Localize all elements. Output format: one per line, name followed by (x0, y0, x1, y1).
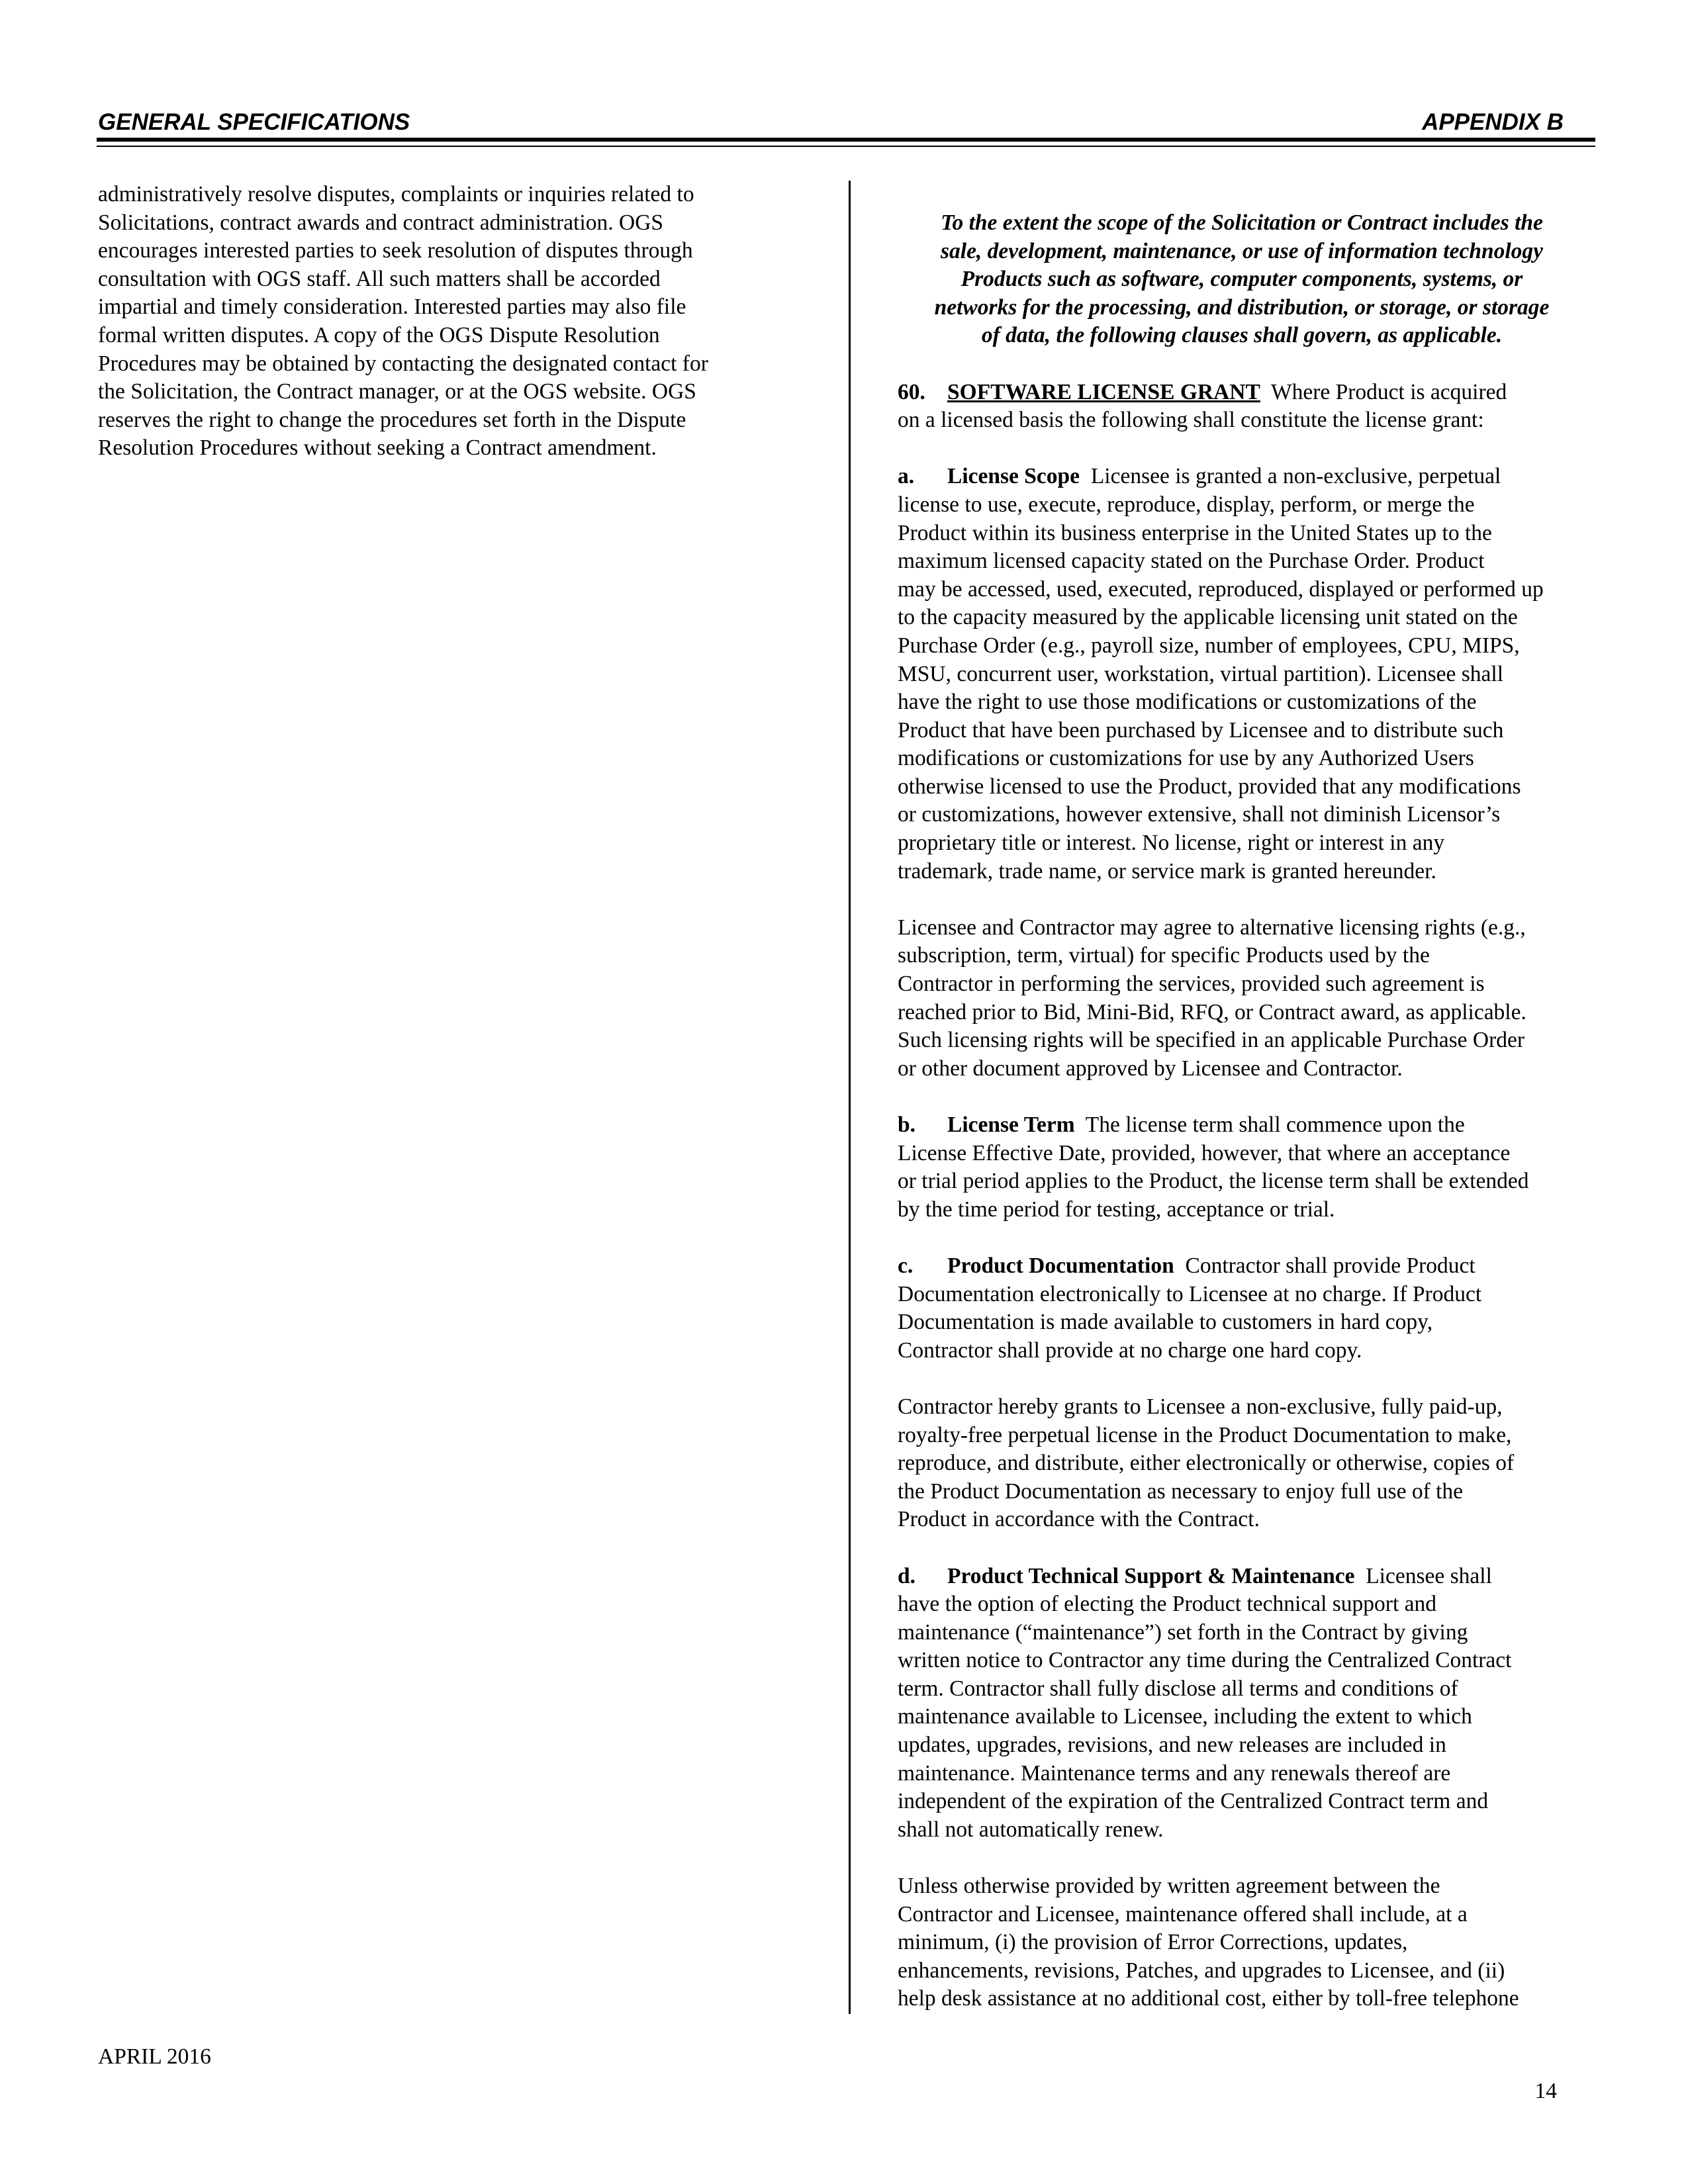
text-line: the Product Documentation as necessary to enjoy full use of the (898, 1479, 1464, 1504)
text-line: License Effective Date, provided, however, that where an acceptance (898, 1140, 1511, 1165)
text-line: Product in accordance with the Contract. (898, 1507, 1260, 1532)
text-line: maximum licensed capacity stated on the Purchase Order. Product (898, 549, 1485, 574)
section-title: SOFTWARE LICENSE GRANT (947, 379, 1260, 404)
clause-first-line: Licensee shall (1366, 1563, 1492, 1588)
text-line: subscription, term, virtual) for specific Products used by the (898, 943, 1430, 968)
text-line: Solicitations, contract awards and contract administration. OGS (98, 210, 664, 235)
text-line: written notice to Contractor any time during the Centralized Contract (898, 1648, 1512, 1673)
text-line: proprietary title or interest. No license, right or interest in any (898, 831, 1445, 856)
text-line: consultation with OGS staff. All such matters shall be accorded (98, 266, 661, 291)
text-line: Resolution Procedures without seeking a Contract amendment. (98, 435, 657, 461)
text-line: or other document approved by Licensee and Contractor. (898, 1056, 1403, 1081)
section-first-line: Where Product is acquired (1270, 379, 1507, 404)
text-line: Purchase Order (e.g., payroll size, number of employees, CPU, MIPS, (898, 633, 1520, 658)
text-line: Documentation is made available to customers in hard copy, (898, 1310, 1433, 1335)
footer-date: APRIL 2016 (98, 2044, 211, 2069)
text-line: of data, the following clauses shall govern, as applicable. (981, 323, 1503, 348)
section-number: 60. (898, 379, 925, 404)
text-line: Such licensing rights will be specified in an applicable Purchase Order (898, 1028, 1525, 1053)
text-line: formal written disputes. A copy of the OGS Dispute Resolution (98, 322, 660, 347)
text-line: Product within its business enterprise in the United States up to the (898, 520, 1492, 545)
text-line: otherwise licensed to use the Product, provided that any modifications (898, 774, 1521, 799)
text-line: sale, development, maintenance, or use of information technology (940, 238, 1544, 263)
text-line: enhancements, revisions, Patches, and upgrades to Licensee, and (ii) (898, 1958, 1505, 1983)
text-line: or trial period applies to the Product, the license term shall be extended (898, 1169, 1529, 1194)
text-line: minimum, (i) the provision of Error Corrections, updates, (898, 1930, 1408, 1955)
it-scope-intro (898, 209, 1586, 350)
clause-label: d. (898, 1563, 916, 1588)
clause-label: a. (898, 464, 915, 489)
document-section-title: GENERAL SPECIFICATIONS (98, 109, 410, 135)
text-line: modifications or customizations for use by any Authorized Users (898, 746, 1474, 771)
right-column (898, 209, 1599, 2013)
text-line: reached prior to Bid, Mini-Bid, RFQ, or Contract award, as applicable. (898, 999, 1526, 1024)
text-line: administratively resolve disputes, complaints or inquiries related to (98, 182, 694, 206)
text-line: Contractor and Licensee, maintenance offered shall include, at a (898, 1901, 1468, 1927)
clause-title: Product Technical Support & Maintenance (947, 1563, 1355, 1588)
alternative-licensing-paragraph (898, 914, 1599, 1083)
text-line: maintenance. Maintenance terms and any renewals thereof are (898, 1760, 1451, 1786)
text-line: Contractor hereby grants to Licensee a non-exclusive, fully paid-up, (898, 1394, 1503, 1419)
text-line: independent of the expiration of the Centralized Contract term and (898, 1789, 1489, 1814)
column-divider (849, 181, 851, 2014)
text-line: shall not automatically renew. (898, 1817, 1164, 1842)
text-line: on a licensed basis the following shall constitute the license grant: (898, 408, 1484, 433)
text-line: networks for the processing, and distribution, or storage, or storage (934, 295, 1550, 320)
text-line: Product that have been purchased by Licensee and to distribute such (898, 717, 1504, 743)
text-line: To the extent the scope of the Solicitation or Contract includes the (941, 210, 1543, 235)
text-line (898, 1252, 1599, 1281)
text-line: term. Contractor shall fully disclose all terms and conditions of (898, 1676, 1458, 1701)
text-line (898, 1111, 1599, 1140)
page-number: 14 (1534, 2079, 1557, 2103)
text-line: or customizations, however extensive, shall not diminish Licensor’s (898, 802, 1501, 827)
text-line: Contractor shall provide at no charge one hard copy. (898, 1338, 1362, 1363)
clause-first-line: The license term shall commence upon the (1085, 1113, 1465, 1137)
text-line: Unless otherwise provided by written agreement between the (898, 1874, 1440, 1899)
text-line: trademark, trade name, or service mark is granted hereunder. (898, 858, 1436, 884)
text-line (898, 1563, 1599, 1591)
clause-first-line: Licensee is granted a non-exclusive, perpetual (1090, 464, 1501, 489)
dispute-resolution-paragraph (98, 181, 800, 463)
clause-c-product-documentation (898, 1252, 1599, 1365)
text-line: Contractor in performing the services, provided such agreement is (898, 972, 1485, 997)
text-line: maintenance available to Licensee, including the extent to which (898, 1704, 1472, 1729)
text-line: reproduce, and distribute, either electronically or otherwise, copies of (898, 1451, 1515, 1476)
maintenance-minimum-paragraph (898, 1872, 1599, 2013)
clause-b-license-term (898, 1111, 1599, 1224)
clause-a-license-scope (898, 463, 1599, 886)
text-line: reserves the right to change the procedures set forth in the Dispute (98, 407, 686, 432)
clause-title: License Scope (947, 464, 1080, 489)
text-line: Licensee and Contractor may agree to alternative licensing rights (e.g., (898, 915, 1526, 940)
text-line: have the option of electing the Product technical support and (898, 1592, 1436, 1617)
text-line: maintenance (“maintenance”) set forth in the Contract by giving (898, 1619, 1468, 1645)
section-60-software-license-grant (898, 379, 1599, 435)
text-line: help desk assistance at no additional cost, either by toll-free telephone (898, 1986, 1519, 2011)
text-line: MSU, concurrent user, workstation, virtual partition). Licensee shall (898, 661, 1504, 686)
appendix-label: APPENDIX B (1422, 109, 1564, 135)
text-line: Products such as software, computer components, systems, or (961, 267, 1523, 292)
text-line: license to use, execute, reproduce, display, perform, or merge the (898, 492, 1475, 517)
clause-title: Product Documentation (947, 1253, 1174, 1278)
text-line: updates, upgrades, revisions, and new releases are included in (898, 1733, 1446, 1758)
text-line: encourages interested parties to seek resolution of disputes through (98, 238, 693, 263)
clause-d-technical-support-maintenance (898, 1563, 1599, 1844)
clause-first-line: Contractor shall provide Product (1185, 1253, 1476, 1278)
text-line: impartial and timely consideration. Interested parties may also file (98, 295, 686, 320)
text-line (898, 463, 1599, 491)
clause-label: b. (898, 1113, 916, 1137)
text-line (898, 379, 1599, 407)
text-line: the Solicitation, the Contract manager, or at the OGS website. OGS (98, 379, 696, 404)
text-line: to the capacity measured by the applicable licensing unit stated on the (898, 605, 1518, 630)
text-line: may be accessed, used, executed, reproduced, displayed or performed up (898, 576, 1544, 602)
clause-title: License Term (947, 1113, 1075, 1137)
left-column (98, 181, 800, 463)
documentation-grant-paragraph (898, 1393, 1599, 1534)
header-rule-thick (97, 138, 1595, 142)
text-line: Documentation electronically to Licensee at no charge. If Product (898, 1281, 1482, 1306)
text-line: have the right to use those modifications or customizations of the (898, 690, 1477, 715)
header-rule-thin (97, 146, 1595, 147)
clause-label: c. (898, 1253, 914, 1278)
text-line: royalty-free perpetual license in the Product Documentation to make, (898, 1422, 1512, 1447)
text-line: by the time period for testing, acceptance or trial. (898, 1197, 1335, 1222)
text-line: Procedures may be obtained by contacting the designated contact for (98, 351, 708, 376)
